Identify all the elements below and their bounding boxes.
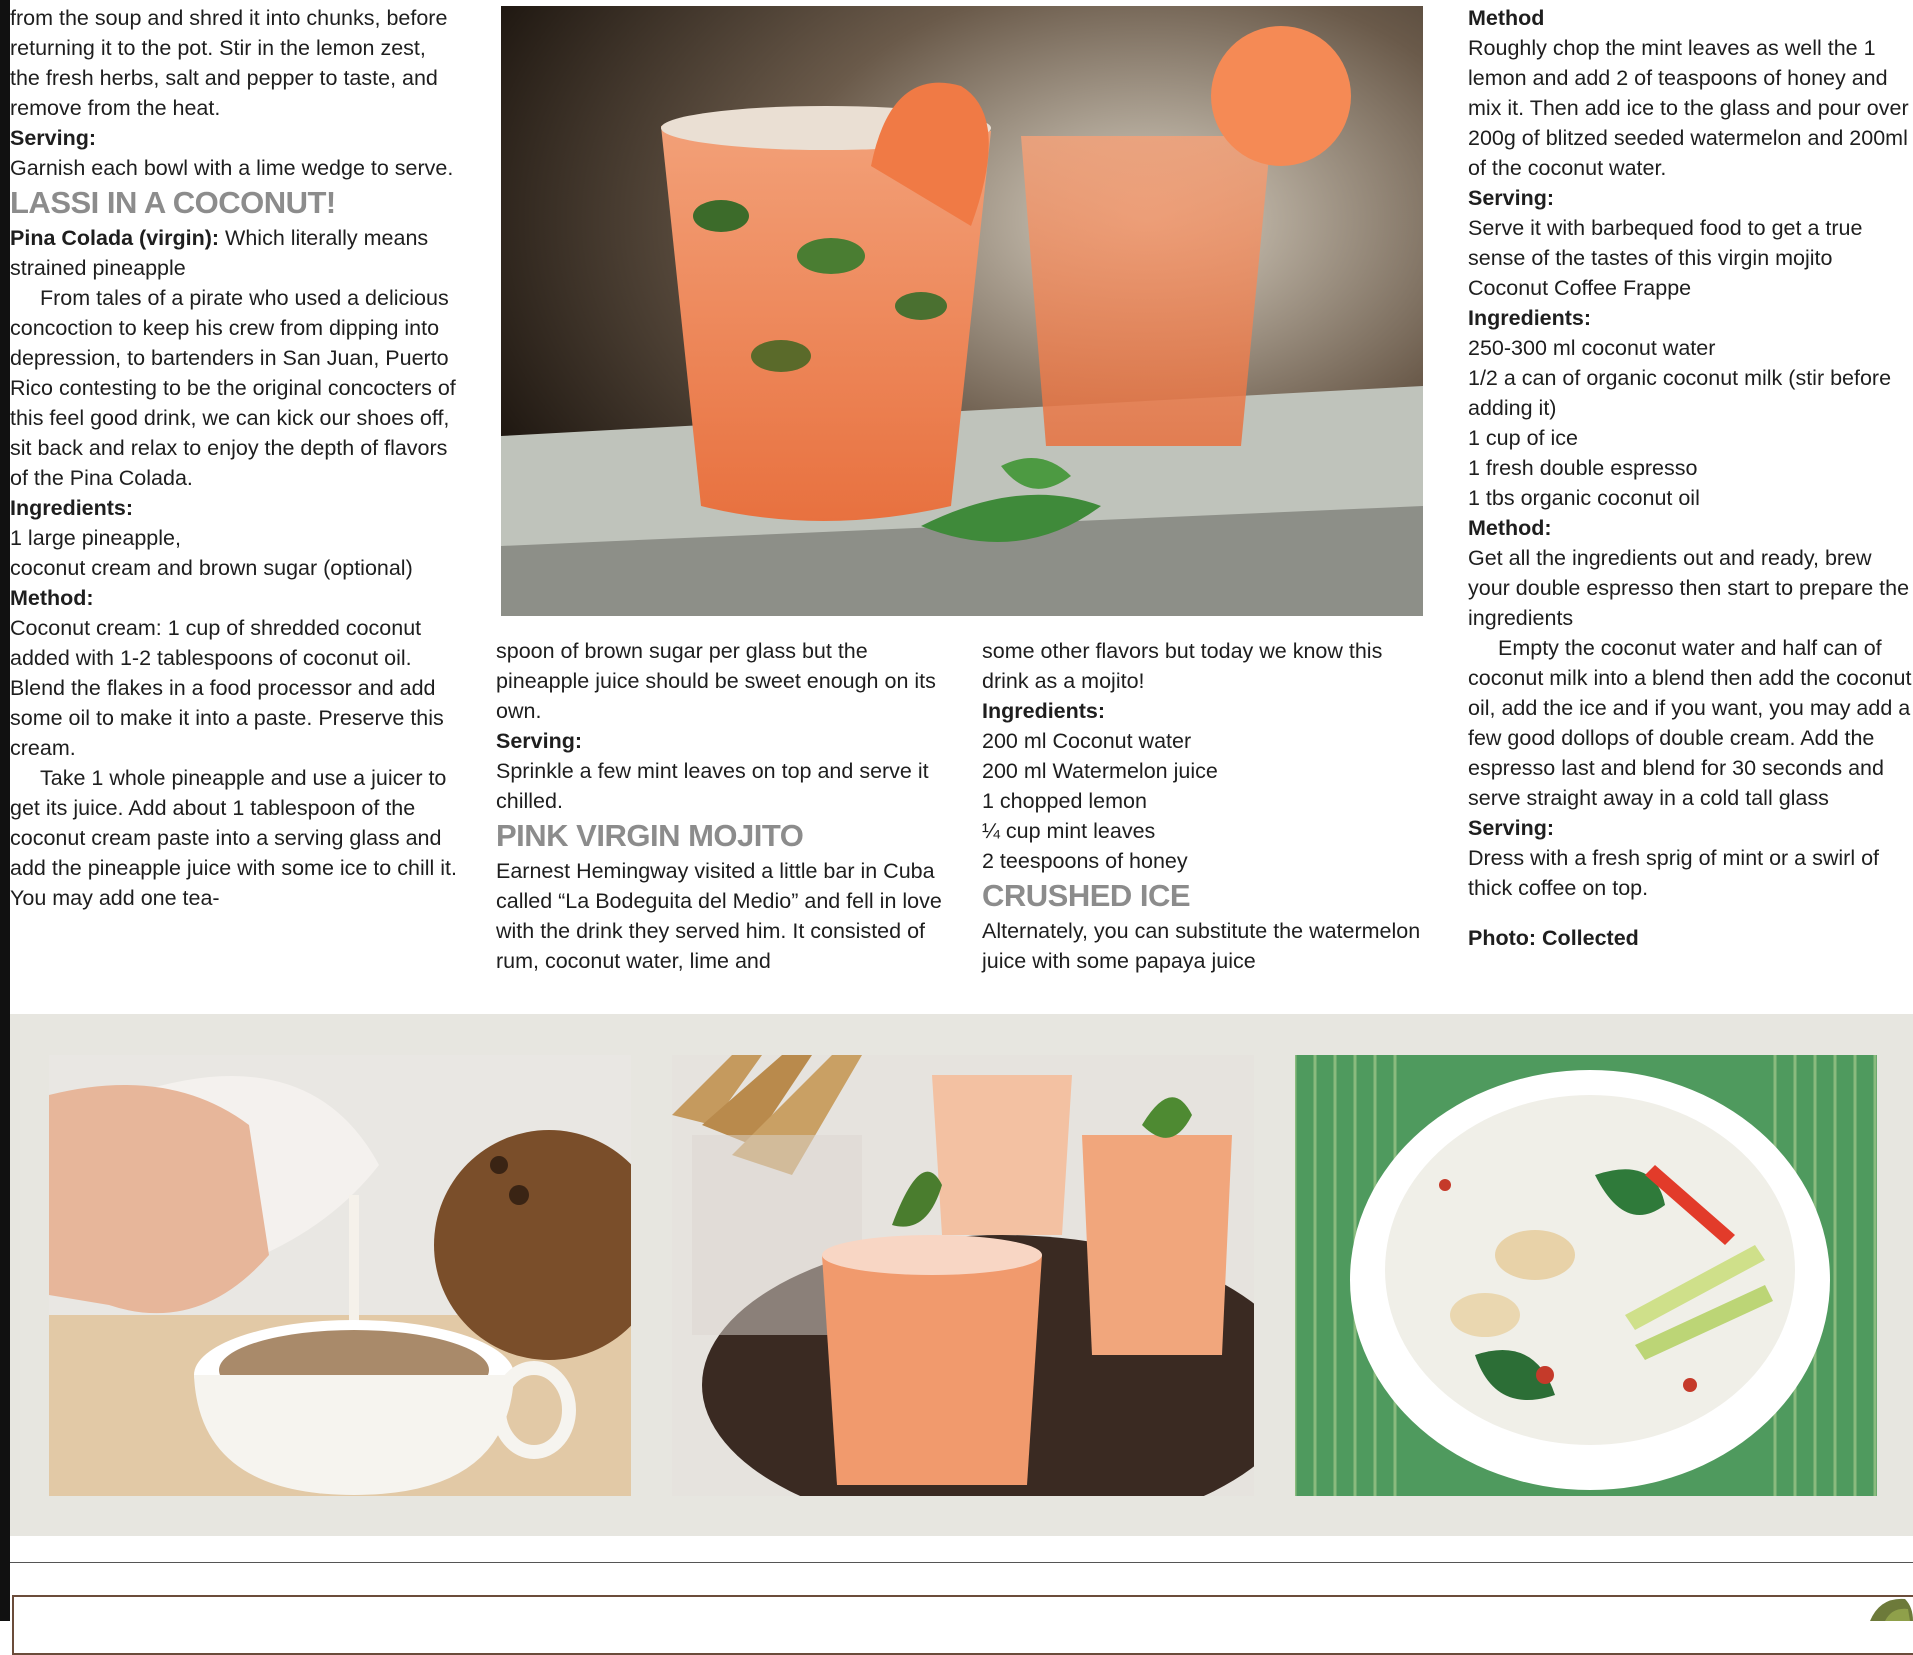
serving-heading: Serving:: [496, 729, 583, 753]
divider-line: [10, 1562, 1913, 1563]
coconut-coffee-photo: [49, 1055, 631, 1496]
ingredient-item: 1 chopped lemon: [982, 789, 1147, 813]
serving-text: Dress with a fresh sprig of mint or a swirl of thick coffee on top.: [1468, 846, 1880, 900]
serving-text: Serve it with barbequed food to get a true sense of the tastes of this virgin mojito: [1468, 216, 1863, 270]
ingredient-item: 1 cup of ice: [1468, 426, 1578, 450]
method-continued: spoon of brown sugar per glass but the pineapple juice should be sweet enough on its own.: [496, 639, 936, 723]
ingredient-item: ¼ cup mint leaves: [982, 819, 1156, 843]
ingredient-item: 2 teespoons of honey: [982, 849, 1188, 873]
pina-colada-text: Which literally means strained pineapple: [10, 226, 429, 280]
soup-paragraph: from the soup and shred it into chunks, before returning it to the pot. Stir in the lemon zest, the fresh herbs, salt and pepper to taste, and remove from the heat.: [10, 6, 448, 120]
ingredient-item: 200 ml Coconut water: [982, 729, 1192, 753]
ingredients-heading: Ingredients:: [10, 496, 134, 520]
crushed-ice-text: Alternately, you can substitute the watermelon juice with some papaya juice: [982, 919, 1421, 973]
method-text: Get all the ingredients out and ready, brew your double espresso then start to prepare the ingredients: [1468, 546, 1910, 630]
hemingway-paragraph: Earnest Hemingway visited a little bar in Cuba called “La Bodeguita del Medio” and fell in love with the drink they served him. It consisted of rum, coconut water, lime and: [496, 859, 942, 973]
frappe-title: Coconut Coffee Frappe: [1468, 276, 1692, 300]
ingredient-item: 1/2 a can of organic coconut milk (stir before adding it): [1468, 366, 1892, 420]
coconut-soup-photo: [1295, 1055, 1877, 1496]
ingredient-item: coconut cream and brown sugar (optional): [10, 556, 413, 580]
serving-heading: Serving:: [1468, 816, 1555, 840]
photo-credit: Photo: Collected: [1468, 926, 1639, 950]
mojito-hero-photo: [501, 6, 1423, 616]
page-edge: [0, 0, 10, 1621]
method-text: Take 1 whole pineapple and use a juicer to get its juice. Add about 1 tablespoon of the coconut cream paste into a serving glass and add the pineapple juice with some ice to chill it. You may add one tea-: [10, 766, 457, 910]
serving-heading: Serving:: [1468, 186, 1555, 210]
pink-drinks-photo: [672, 1055, 1254, 1496]
mojito-paragraph: some other flavors but today we know this drink as a mojito!: [982, 639, 1383, 693]
pina-colada-intro: [10, 223, 460, 283]
method-heading: Method:: [10, 586, 94, 610]
column-4: [1468, 3, 1913, 953]
column-2: [496, 636, 948, 976]
serving-text: Garnish each bowl with a lime wedge to serve.: [10, 156, 454, 180]
lassi-title: LASSI IN A COCONUT!: [10, 185, 336, 220]
method-text: Roughly chop the mint leaves as well the 1 lemon and add 2 of teaspoons of honey and mix it. Then add ice to the glass and pour over 200g of blitzed seeded watermelon and 200ml of the coconut water.: [1468, 36, 1909, 180]
method-heading: Method:: [1468, 516, 1552, 540]
method-heading: Method: [1468, 6, 1545, 30]
ingredients-heading: Ingredients:: [982, 699, 1106, 723]
pink-mojito-title: PINK VIRGIN MOJITO: [496, 818, 804, 853]
pina-colada-label: Pina Colada (virgin):: [10, 226, 220, 250]
ingredient-item: 1 fresh double espresso: [1468, 456, 1698, 480]
ingredient-item: 1 tbs organic coconut oil: [1468, 486, 1700, 510]
serving-heading: Serving:: [10, 126, 97, 150]
method-text: Coconut cream: 1 cup of shredded coconut added with 1-2 tablespoons of coconut oil. Blend the flakes in a food processor and add some oil to make it into a paste. Preserve this cream.: [10, 616, 444, 760]
ingredient-item: 200 ml Watermelon juice: [982, 759, 1218, 783]
ingredient-item: 250-300 ml coconut water: [1468, 336, 1716, 360]
column-1: [10, 3, 460, 913]
pina-colada-story: From tales of a pirate who used a delicious concoction to keep his crew from dipping into depression, to bartenders in San Juan, Puerto Rico contesting to be the original concocters of this feel good drink, we can kick our shoes off, sit back and relax to enjoy the depth of flavors of the Pina Colada.: [10, 286, 456, 490]
method-text: Empty the coconut water and half can of coconut milk into a blend then add the coconut oil, add the ice and if you want, you may add a few good dollops of double cream. Add the espresso last and blend for 30 seconds and serve straight away in a cold tall glass: [1468, 636, 1912, 810]
crushed-ice-title: CRUSHED ICE: [982, 878, 1191, 913]
column-3: [982, 636, 1427, 976]
corner-image: [1800, 1595, 1913, 1621]
serving-text: Sprinkle a few mint leaves on top and serve it chilled.: [496, 759, 929, 813]
ingredients-heading: Ingredients:: [1468, 306, 1592, 330]
next-section-frame: [12, 1595, 1913, 1655]
ingredient-item: 1 large pineapple,: [10, 526, 181, 550]
